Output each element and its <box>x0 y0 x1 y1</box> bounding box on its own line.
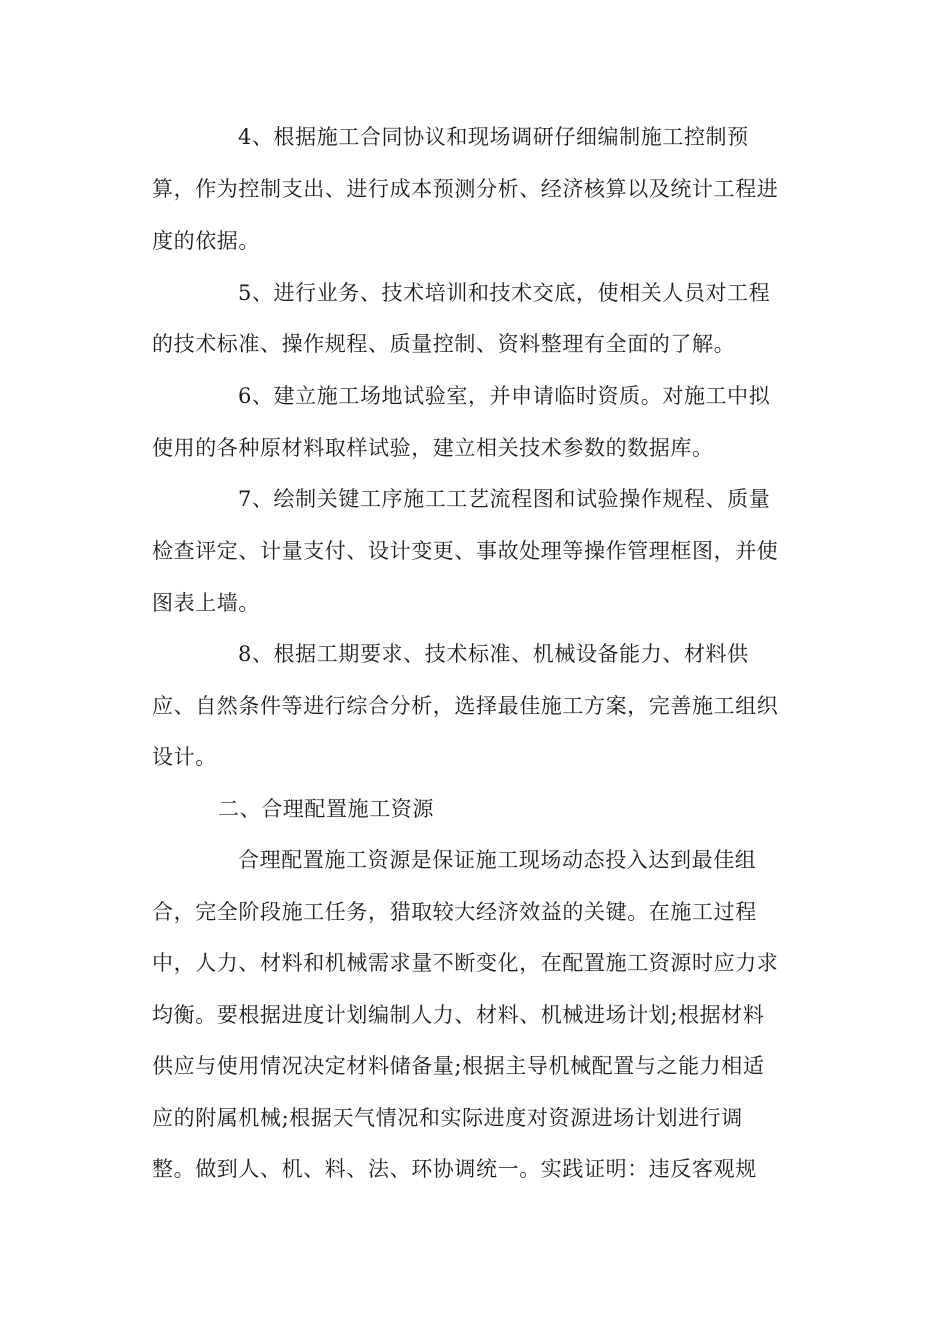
text-line: 7、绘制关键工序施工工艺流程图和试验操作规程、质量 <box>238 487 771 511</box>
text-line: 4、根据施工合同协议和现场调研仔细编制施工控制预 <box>238 125 749 149</box>
text-line: 合理配置施工资源是保证施工现场动态投入达到最佳组 <box>238 848 757 872</box>
text-line: 均衡。要根据进度计划编制人力、材料、机械进场计划;根据材料 <box>152 1003 765 1027</box>
text-line: 8、根据工期要求、技术标准、机械设备能力、材料供 <box>238 642 749 666</box>
section-heading: 二、合理配置施工资源 <box>218 797 434 821</box>
text-line: 应的附属机械;根据天气情况和实际进度对资源进场计划进行调 <box>152 1106 743 1130</box>
text-line: 应、自然条件等进行综合分析，选择最佳施工方案，完善施工组织 <box>152 694 779 718</box>
text-line: 设计。 <box>152 745 217 769</box>
text-line: 图表上墙。 <box>152 591 260 615</box>
text-line: 使用的各种原材料取样试验，建立相关技术参数的数据库。 <box>152 436 714 460</box>
text-line: 5、进行业务、技术培训和技术交底，使相关人员对工程 <box>238 281 771 305</box>
text-line: 算，作为控制支出、进行成本预测分析、经济核算以及统计工程进 <box>152 177 779 201</box>
text-line: 合，完全阶段施工任务，猎取较大经济效益的关键。在施工过程 <box>152 900 757 924</box>
text-line: 度的依据。 <box>152 229 260 253</box>
text-line: 的技术标准、操作规程、质量控制、资料整理有全面的了解。 <box>152 332 736 356</box>
text-line: 检查评定、计量支付、设计变更、事故处理等操作管理框图，并使 <box>152 539 779 563</box>
text-line: 整。做到人、机、料、法、环协调统一。实践证明：违反客观规 <box>152 1157 757 1181</box>
text-line: 6、建立施工场地试验室，并申请临时资质。对施工中拟 <box>238 384 771 408</box>
text-line: 供应与使用情况决定材料储备量;根据主导机械配置与之能力相适 <box>152 1054 765 1078</box>
text-line: 中，人力、材料和机械需求量不断变化，在配置施工资源时应力求 <box>152 951 779 975</box>
